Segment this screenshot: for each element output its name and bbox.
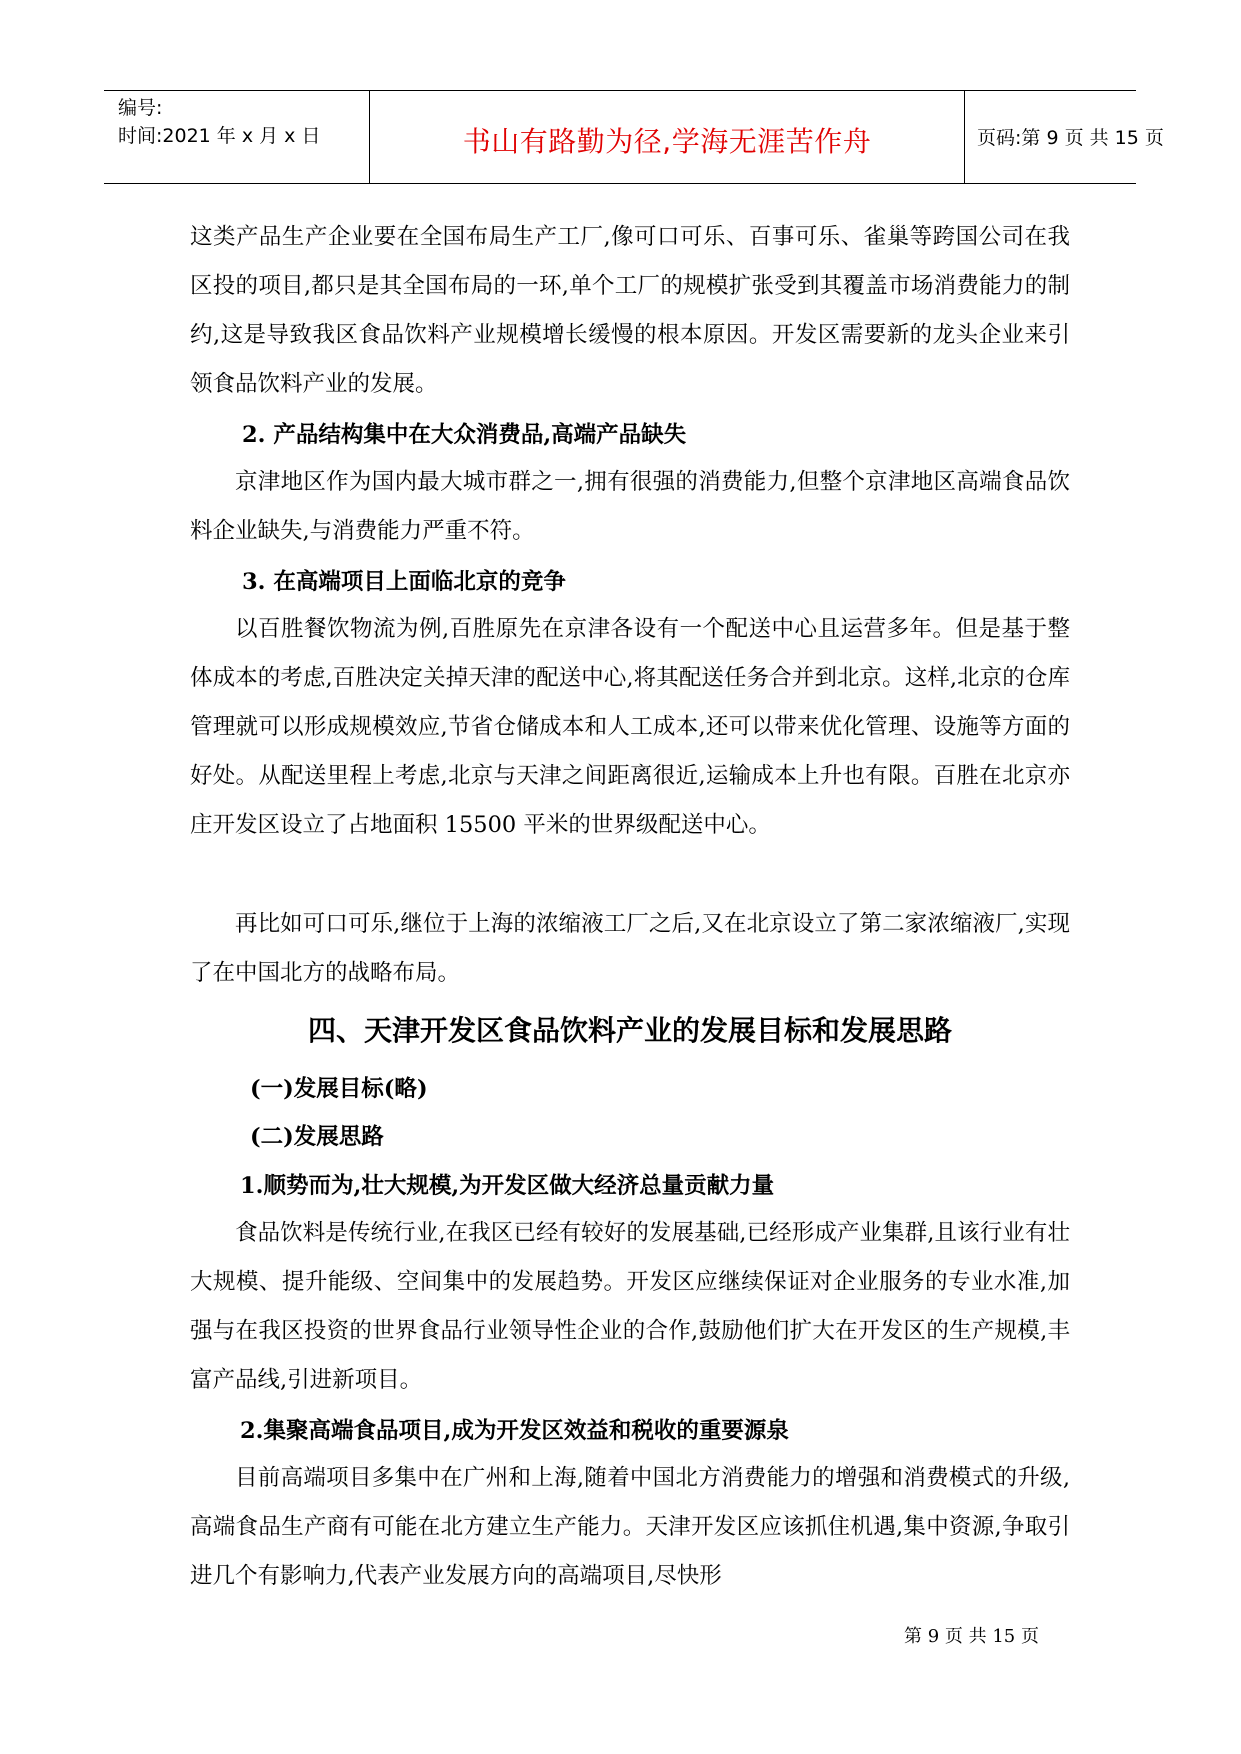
- section-4-heading: 四、天津开发区食品饮料产业的发展目标和发展思路: [307, 1014, 952, 1047]
- paragraph-2: 京津地区作为国内最大城市群之一,拥有很强的消费能力,但整个京津地区高端食品饮料企业缺失,与消费能力严重不符。: [190, 469, 1070, 544]
- header-motto-cell: [370, 91, 965, 183]
- paragraph-3: 以百胜餐饮物流为例,百胜原先在京津各设有一个配送中心且运营多年。但是基于整体成本的考虑,百胜决定关掉天津的配送中心,将其配送任务合并到北京。这样,北京的仓库管理就可以形成规模效应,节省仓储成本和人工成本,还可以带来优化管理、设施等方面的好处。从配送里程上考虑,北京与天津之间距离很近,运输成本上升也有限。百胜在北京亦庄开发区设立了占地面积 15500 平米的世界级配送中心。: [190, 616, 1070, 838]
- header-page-cell: [965, 91, 1164, 183]
- heading-2: 2. 产品结构集中在大众消费品,高端产品缺失: [242, 422, 687, 448]
- point-2-heading: 2.集聚高端食品项目,成为开发区效益和税收的重要源泉: [240, 1418, 789, 1444]
- paragraph-1: 这类产品生产企业要在全国布局生产工厂,像可口可乐、百事可乐、雀巢等跨国公司在我区投的项目,都只是其全国布局的一环,单个工厂的规模扩张受到其覆盖市场消费能力的制约,这是导致我区食品饮料产业规模增长缓慢的根本原因。开发区需要新的龙头企业来引领食品饮料产业的发展。: [190, 224, 1070, 397]
- subsection-1-heading: (一)发展目标(略): [250, 1076, 428, 1102]
- subsection-2-heading: (二)发展思路: [250, 1124, 384, 1150]
- header-meta-cell: [104, 91, 370, 183]
- paragraph-6: 目前高端项目多集中在广州和上海,随着中国北方消费能力的增强和消费模式的升级,高端食品生产商有可能在北方建立生产能力。天津开发区应该抓住机遇,集中资源,争取引进几个有影响力,代表产业发展方向的高端项目,尽快形: [190, 1465, 1070, 1589]
- page-footer: 第 9 页 共 15 页: [904, 1626, 1039, 1647]
- heading-3: 3. 在高端项目上面临北京的竞争: [242, 569, 566, 595]
- document-time-label: 时间:2021 年 x 月 x 日: [118, 125, 321, 147]
- header-motto: 书山有路勤为径,学海无涯苦作舟: [462, 125, 872, 158]
- point-1-heading: 1.顺势而为,壮大规模,为开发区做大经济总量贡献力量: [240, 1173, 775, 1199]
- document-number-label: 编号:: [118, 97, 163, 119]
- header-page-label: 页码:第 9 页 共 15 页: [977, 127, 1164, 149]
- paragraph-5: 食品饮料是传统行业,在我区已经有较好的发展基础,已经形成产业集群,且该行业有壮大规模、提升能级、空间集中的发展趋势。开发区应继续保证对企业服务的专业水准,加强与在我区投资的世界食品行业领导性企业的合作,鼓励他们扩大在开发区的生产规模,丰富产品线,引进新项目。: [190, 1220, 1070, 1393]
- header-table: [104, 90, 1164, 184]
- paragraph-4: 再比如可口可乐,继位于上海的浓缩液工厂之后,又在北京设立了第二家浓缩液厂,实现了在中国北方的战略布局。: [190, 911, 1070, 986]
